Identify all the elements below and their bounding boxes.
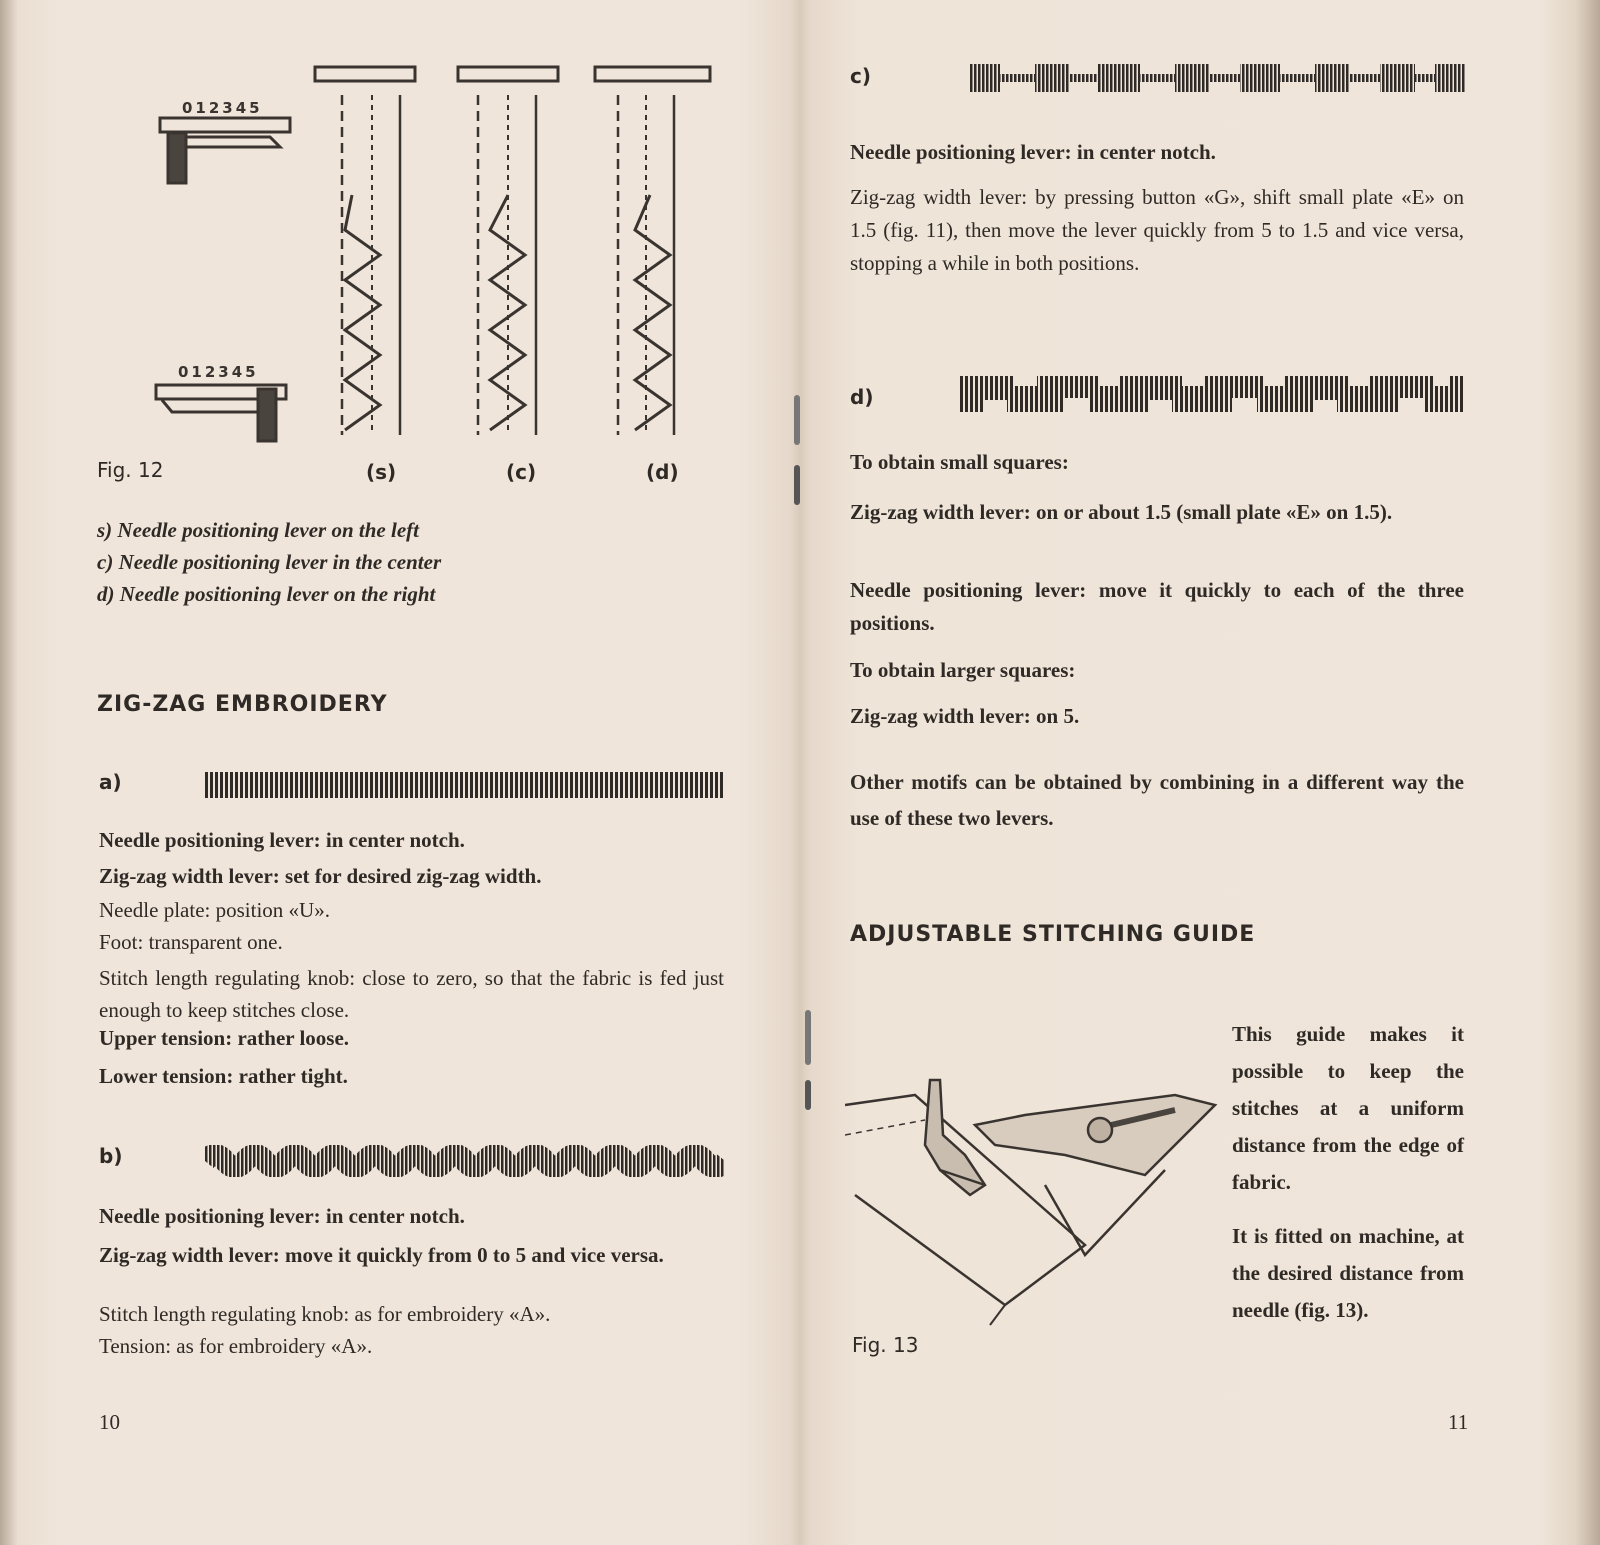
a-line-4: Foot: transparent one.	[99, 930, 283, 954]
legend-c: c) Needle positioning lever in the center	[97, 550, 442, 574]
a-line-2: Zig-zag width lever: set for desired zig-zag width.	[99, 864, 542, 888]
small-squares-line-1: Zig-zag width lever: on or about 1.5 (small plate «E» on 1.5).	[850, 500, 1393, 524]
needle-plate-scale-bottom	[156, 385, 286, 441]
fig12-illustration	[90, 55, 750, 465]
stitch-sample-a	[205, 770, 725, 800]
b-line-3: Stitch length regulating knob: as for embroidery «A».	[99, 1302, 551, 1326]
panel-label-c: (c)	[506, 460, 537, 484]
section-d-label: d)	[850, 385, 874, 409]
a-line-5: Stitch length regulating knob: close to zero, so that the fabric is fed just enough to keep stitches close.	[99, 966, 724, 1022]
panel-label-d: (d)	[646, 460, 679, 484]
c-line-2: Zig-zag width lever: by pressing button «G», shift small plate «E» on 1.5 (fig. 11), then move the lever quickly from 5 to 1.5 and vice versa, stopping a while in both positions.	[850, 185, 1464, 275]
c-line-1: Needle positioning lever: in center notch.	[850, 140, 1216, 164]
heading-zigzag-embroidery: ZIG-ZAG EMBROIDERY	[97, 692, 388, 717]
guide-text-2: It is fitted on machine, at the desired distance from needle (fig. 13).	[1232, 1224, 1464, 1322]
section-c-label: c)	[850, 64, 871, 88]
b-line-1: Needle positioning lever: in center notch.	[99, 1204, 465, 1228]
legend-s: s) Needle positioning lever on the left	[97, 518, 419, 542]
fig13-caption: Fig. 13	[852, 1333, 919, 1357]
b-line-4: Tension: as for embroidery «A».	[99, 1334, 373, 1358]
stitch-panel-c	[458, 67, 558, 435]
scale-label-top: 012345	[182, 99, 263, 117]
larger-squares-title: To obtain larger squares:	[850, 658, 1076, 682]
needle-plate-scale-top	[160, 118, 290, 183]
section-a-label: a)	[99, 770, 122, 794]
page-number-left: 10	[99, 1410, 120, 1434]
fig13-illustration	[845, 1075, 1225, 1335]
stitch-sample-b	[205, 1145, 725, 1177]
a-line-7: Lower tension: rather tight.	[99, 1064, 348, 1088]
legend-d: d) Needle positioning lever on the right	[97, 582, 436, 606]
page-number-right: 11	[1448, 1410, 1469, 1434]
guide-text-1: This guide makes it possible to keep the stitches at a uniform distance from the edge of fabric.	[1232, 1022, 1464, 1194]
heading-stitching-guide: ADJUSTABLE STITCHING GUIDE	[850, 922, 1256, 947]
other-motifs: Other motifs can be obtained by combining in a different way the use of these two levers.	[850, 770, 1464, 830]
b-line-2: Zig-zag width lever: move it quickly from 0 to 5 and vice versa.	[99, 1243, 664, 1267]
stitch-panel-s	[315, 67, 415, 435]
a-line-1: Needle positioning lever: in center notch.	[99, 828, 465, 852]
larger-squares-line: Zig-zag width lever: on 5.	[850, 704, 1080, 728]
stitch-panel-d	[595, 67, 710, 435]
stitch-sample-d	[960, 376, 1465, 412]
scale-label-bottom: 012345	[178, 363, 259, 381]
a-line-6: Upper tension: rather loose.	[99, 1026, 350, 1050]
page-right	[800, 0, 1600, 1545]
stitch-sample-c	[970, 64, 1465, 92]
a-line-3: Needle plate: position «U».	[99, 898, 330, 922]
section-b-label: b)	[99, 1144, 123, 1168]
small-squares-title: To obtain small squares:	[850, 450, 1069, 474]
panel-label-s: (s)	[366, 460, 397, 484]
small-squares-line-2: Needle positioning lever: move it quickly to each of the three positions.	[850, 578, 1464, 635]
fig12-caption: Fig. 12	[97, 458, 164, 482]
